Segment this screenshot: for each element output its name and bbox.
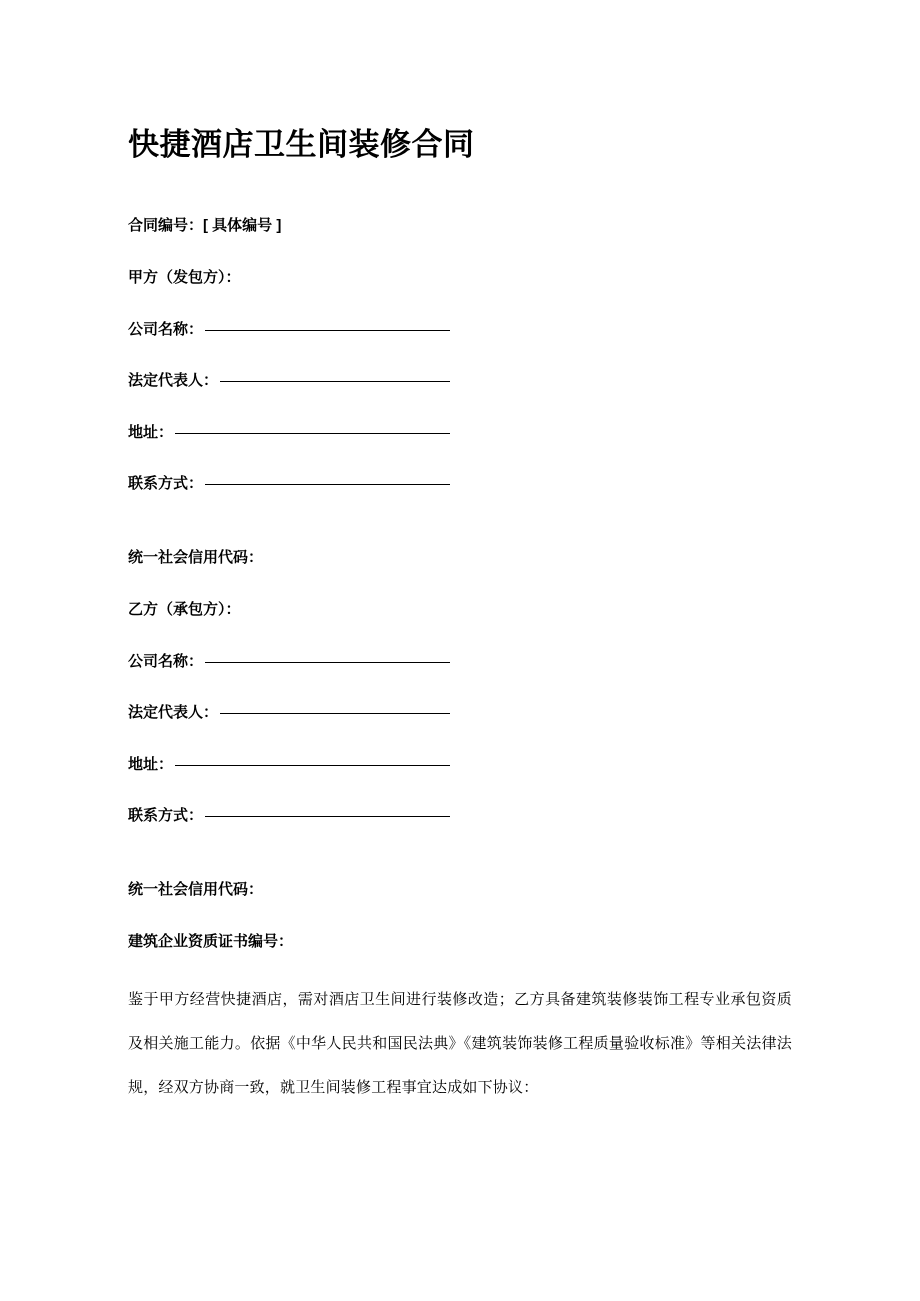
recital-paragraph: 鉴于甲方经营快捷酒店，需对酒店卫生间进行装修改造；乙方具备建筑装修装饰工程专业承包资质及相关施工能力。依据《中华人民共和国民法典》《建筑装饰装修工程质量验收标准》等相关法律法规，经双方协商一致，就卫生间装修工程事宜达成如下协议： (128, 990, 792, 1097)
fill-in-rule[interactable] (205, 330, 450, 331)
party-a-credit-code-label: 统一社会信用代码： (128, 548, 264, 566)
party-b-credit-code-label: 统一社会信用代码： (128, 880, 264, 898)
party-b-legal-representative-field (128, 673, 450, 725)
fill-in-rule[interactable] (175, 765, 450, 766)
contract-number-line: 合同编号：[ 具体编号 ] (128, 216, 282, 234)
field-label: 公司名称： (128, 652, 204, 670)
fill-in-rule[interactable] (205, 816, 450, 817)
fill-in-rule[interactable] (220, 381, 450, 382)
field-label: 地址： (128, 755, 174, 773)
party-a-heading: 甲方（发包方）： (128, 269, 241, 287)
field-label: 法定代表人： (128, 704, 219, 722)
party-b-address-field (128, 725, 450, 777)
field-label: 法定代表人： (128, 372, 219, 390)
field-label: 联系方式： (128, 475, 204, 493)
party-b-contact-field (128, 776, 450, 828)
fill-in-rule[interactable] (205, 484, 450, 485)
party-b-heading: 乙方（承包方）： (128, 601, 241, 619)
party-a-legal-representative-field (128, 341, 450, 393)
party-a-address-field (128, 393, 450, 445)
party-a-company-name-field (128, 290, 450, 342)
page-title: 快捷酒店卫生间装修合同 (128, 127, 475, 162)
fill-in-rule[interactable] (220, 713, 450, 714)
fill-in-rule[interactable] (205, 662, 450, 663)
field-label: 地址： (128, 423, 174, 441)
party-b-qualification-certificate-label: 建筑企业资质证书编号： (128, 933, 294, 951)
field-label: 公司名称： (128, 320, 204, 338)
party-a-contact-field (128, 444, 450, 496)
fill-in-rule[interactable] (175, 433, 450, 434)
field-label: 联系方式： (128, 807, 204, 825)
party-b-company-name-field (128, 622, 450, 674)
